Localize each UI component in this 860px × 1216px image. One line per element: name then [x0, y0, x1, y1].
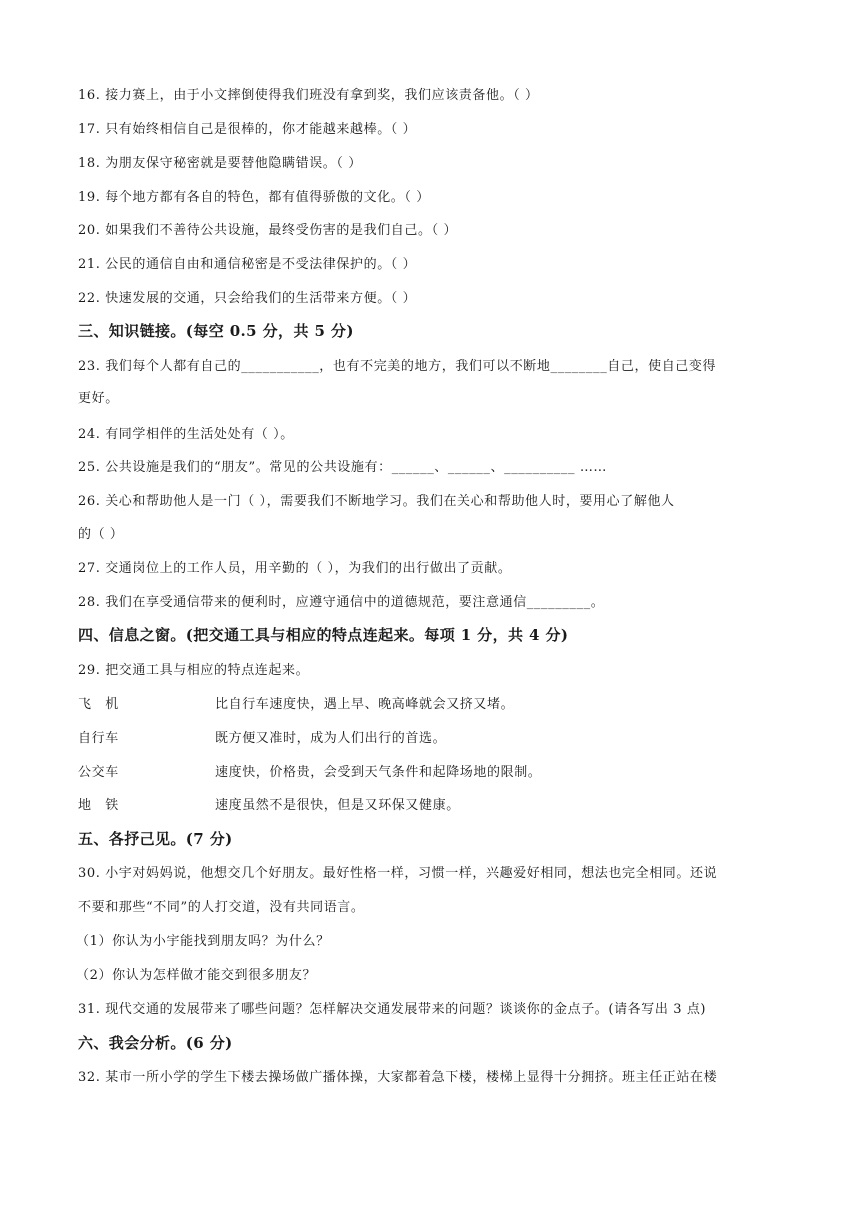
question-27: 27. 交通岗位上的工作人员，用辛勤的（ ），为我们的出行做出了贡献。: [78, 561, 512, 576]
question-32-line-1: 32. 某市一所小学的学生下楼去操场做广播体操，大家都着急下楼，楼梯上显得十分拥挤。班主任正站在楼: [78, 1070, 718, 1085]
section-5-title: 五、各抒己见。(7 分): [78, 830, 233, 848]
question-18: 18. 为朋友保守秘密就是要替他隐瞒错误。（ ）: [78, 156, 362, 171]
question-29: 29. 把交通工具与相应的特点连起来。: [78, 663, 310, 678]
question-30-line-2: 不要和那些“不同”的人打交道，没有共同语言。: [78, 900, 365, 915]
vehicle-bicycle: 自行车: [78, 731, 119, 746]
question-28: 28. 我们在享受通信带来的便利时，应遵守通信中的道德规范，要注意通信_________。: [78, 595, 605, 610]
section-4-title: 四、信息之窗。(把交通工具与相应的特点连起来。每项 1 分，共 4 分): [78, 626, 569, 644]
question-26-line-2: 的（ ）: [78, 527, 124, 542]
vehicle-airplane: 飞 机: [78, 697, 119, 712]
question-17: 17. 只有始终相信自己是很棒的，你才能越来越棒。（ ）: [78, 122, 417, 137]
vehicle-subway: 地 铁: [78, 798, 119, 813]
question-26-line-1: 26. 关心和帮助他人是一门（ ），需要我们不断地学习。我们在关心和帮助他人时，要用心了解他人: [78, 494, 675, 509]
question-30-sub-1: （1）你认为小宇能找到朋友吗？为什么？: [76, 934, 330, 949]
question-19: 19. 每个地方都有各自的特色，都有值得骄傲的文化。（ ）: [78, 190, 430, 205]
question-21: 21. 公民的通信自由和通信秘密是不受法律保护的。（ ）: [78, 257, 417, 272]
feature-3: 速度快，价格贵，会受到天气条件和起降场地的限制。: [215, 765, 542, 780]
feature-2: 既方便又准时，成为人们出行的首选。: [215, 731, 447, 746]
question-20: 20. 如果我们不善待公共设施，最终受伤害的是我们自己。（ ）: [78, 223, 458, 238]
question-23-line-1: 23. 我们每个人都有自己的___________，也有不完美的地方，我们可以不断地________自己，使自己变得: [78, 359, 717, 374]
question-16: 16. 接力赛上，由于小文摔倒使得我们班没有拿到奖，我们应该责备他。（ ）: [78, 88, 539, 103]
section-6-title: 六、我会分析。(6 分): [78, 1034, 233, 1052]
question-30-sub-2: （2）你认为怎样做才能交到很多朋友？: [76, 968, 317, 983]
question-22: 22. 快速发展的交通，只会给我们的生活带来方便。（ ）: [78, 291, 417, 306]
question-23-line-2: 更好。: [78, 391, 119, 406]
section-3-title: 三、知识链接。(每空 0.5 分，共 5 分): [78, 322, 354, 340]
question-25: 25. 公共设施是我们的“朋友”。常见的公共设施有：______、______、__________ ……: [78, 460, 608, 475]
feature-4: 速度虽然不是很快，但是又环保又健康。: [215, 798, 460, 813]
question-31: 31. 现代交通的发展带来了哪些问题？怎样解决交通发展带来的问题？谈谈你的金点子。(请各写出 3 点): [78, 1002, 707, 1017]
feature-1: 比自行车速度快，遇上早、晚高峰就会又挤又堵。: [215, 697, 515, 712]
vehicle-bus: 公交车: [78, 765, 119, 780]
question-30-line-1: 30. 小宇对妈妈说，他想交几个好朋友。最好性格一样，习惯一样，兴趣爱好相同，想法也完全相同。还说: [78, 866, 718, 881]
question-24: 24. 有同学相伴的生活处处有（ ）。: [78, 427, 294, 442]
